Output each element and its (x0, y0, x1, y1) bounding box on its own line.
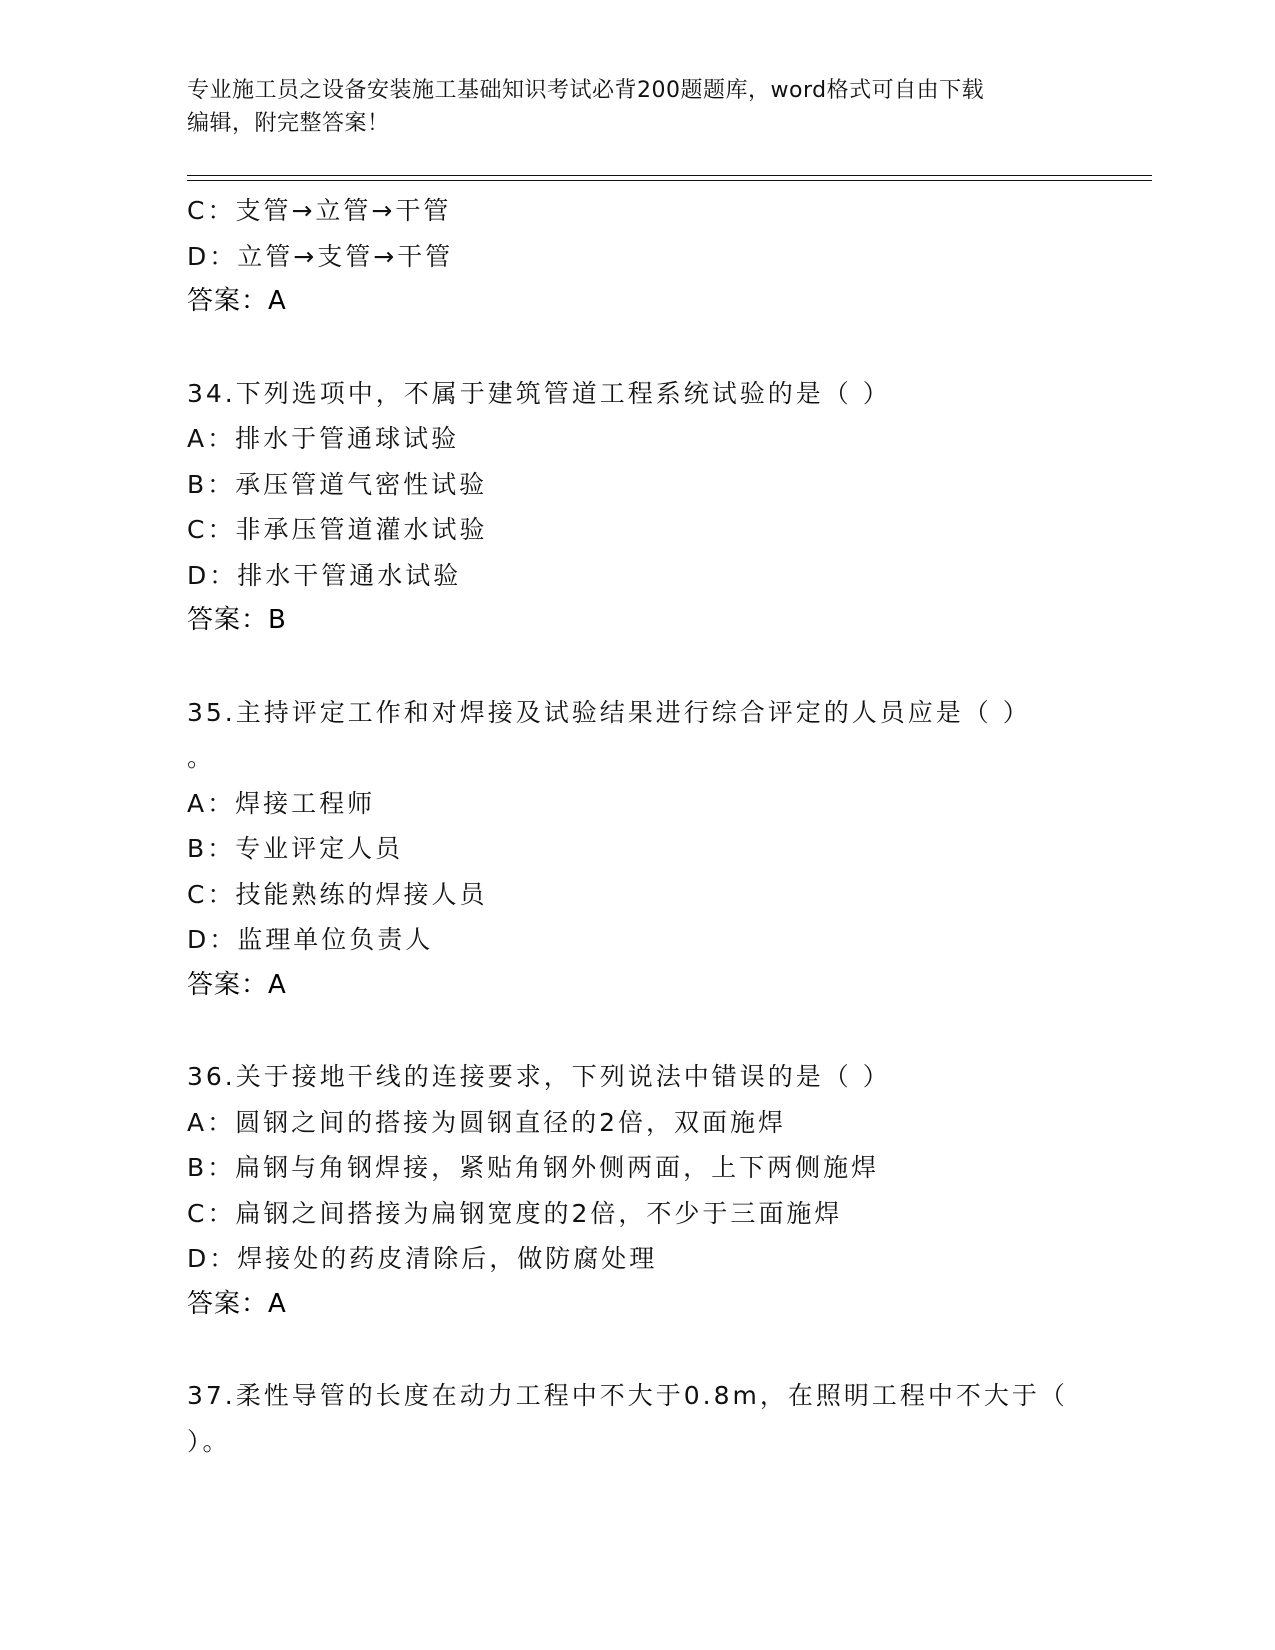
answer-text: 答案：A (187, 1288, 287, 1319)
question-text: 34.下列选项中，不属于建筑管道工程系统试验的是（ ） (187, 378, 891, 408)
question-text: 37.柔性导管的长度在动力工程中不大于0.8m，在照明工程中不大于（ (187, 1381, 1068, 1410)
spacer (187, 1327, 1087, 1373)
question-37 (187, 1373, 1087, 1464)
option-d: D：焊接处的药皮清除后，做防腐处理 (187, 1244, 658, 1273)
option-d: D：监理单位负责人 (187, 925, 434, 954)
option-c: C：支管→立管→干管 (187, 196, 452, 225)
header-title-line1: 专业施工员之设备安装施工基础知识考试必背200题题库，word格式可自由下载 (187, 78, 985, 103)
question-35 (187, 690, 1087, 1009)
question-34 (187, 371, 1087, 644)
option-d: D：立管→支管→干管 (187, 241, 454, 271)
question-text: 35.主持评定工作和对焊接及试验结果进行综合评定的人员应是（ ） (187, 697, 1031, 727)
spacer (187, 325, 1087, 371)
option-b: B：扁钢与角钢焊接，紧贴角钢外侧两面，上下两侧施焊 (187, 1153, 880, 1182)
question-text-continued: ）。 (187, 1426, 231, 1456)
question-text-continued: 。 (187, 743, 216, 772)
spacer (187, 1008, 1087, 1054)
question-36 (187, 1054, 1087, 1327)
option-c: C：扁钢之间搭接为扁钢宽度的2倍，不少于三面施焊 (187, 1198, 843, 1228)
option-a: A：焊接工程师 (187, 788, 376, 818)
question-33-tail (187, 188, 1087, 325)
document-body (187, 188, 1087, 1464)
header-divider-bottom (187, 180, 1152, 181)
header-title-line2: 编辑，附完整答案！ (187, 111, 390, 136)
option-b: B：专业评定人员 (187, 834, 404, 863)
option-c: C：非承压管道灌水试验 (187, 515, 488, 544)
option-b: B：承压管道气密性试验 (187, 469, 488, 499)
spacer (187, 644, 1087, 690)
header-divider-top (187, 175, 1152, 176)
option-a: A：排水于管通球试验 (187, 424, 460, 453)
page-header (187, 74, 1087, 140)
question-text: 36.关于接地干线的连接要求，下列说法中错误的是（ ） (187, 1062, 891, 1091)
answer-text: 答案：B (187, 605, 287, 635)
answer-text: 答案：A (187, 286, 287, 316)
option-a: A：圆钢之间的搭接为圆钢直径的2倍，双面施焊 (187, 1107, 787, 1137)
option-d: D：排水干管通水试验 (187, 560, 462, 590)
option-c: C：技能熟练的焊接人员 (187, 879, 488, 909)
answer-text: 答案：A (187, 969, 287, 1000)
